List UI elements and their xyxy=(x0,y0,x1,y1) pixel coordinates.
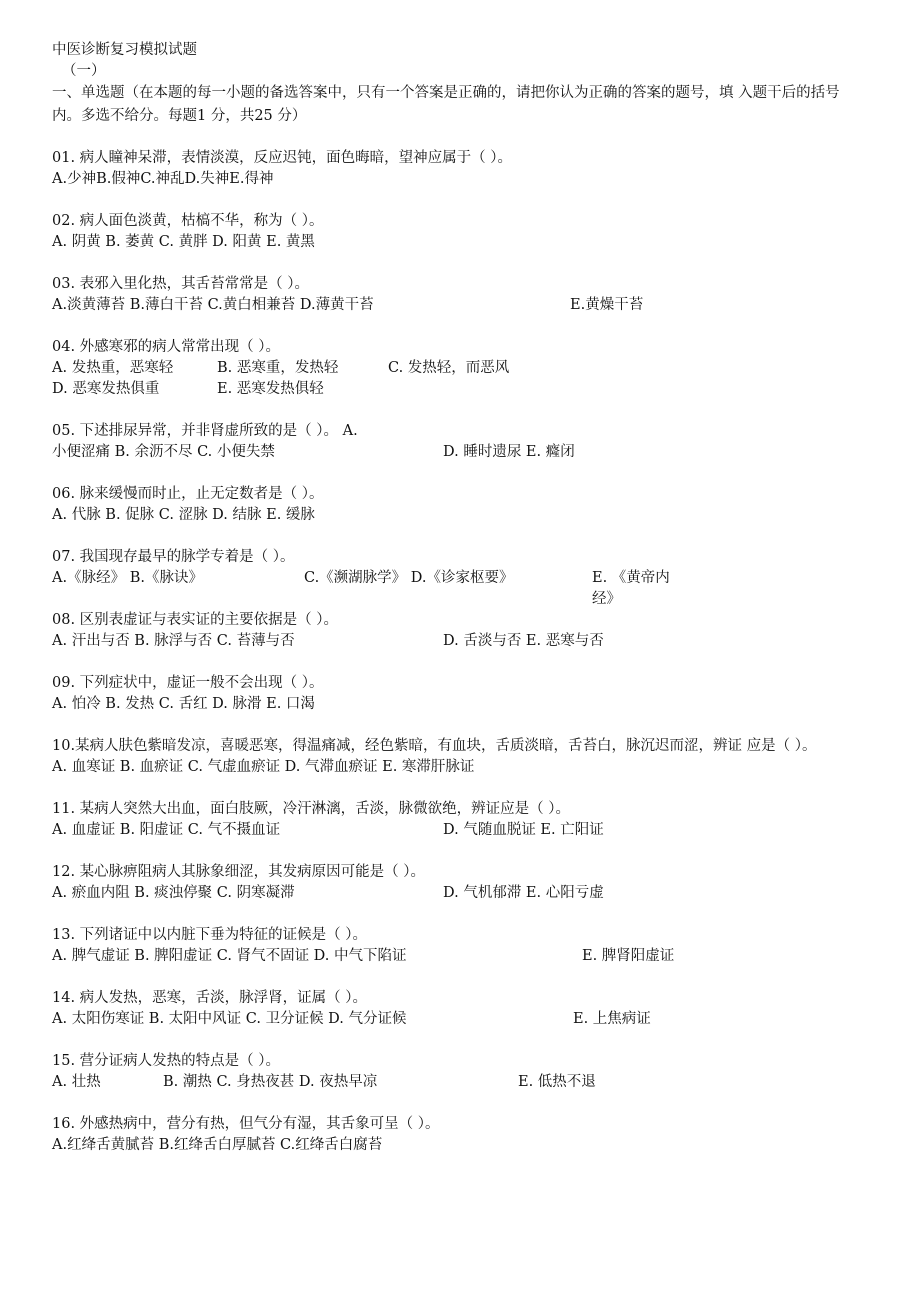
question-stem: 10.某病人肤色紫暗发凉，喜暖恶寒，得温痛减，经色紫暗，有血块，舌质淡暗，舌苔白，脉沉迟而涩，辨证 应是（ ）。 xyxy=(52,738,817,754)
option-e: E. 上焦病证 xyxy=(573,1011,651,1027)
question-options xyxy=(52,1072,862,1093)
question-01 xyxy=(52,148,862,190)
question-12 xyxy=(52,862,862,904)
question-options xyxy=(52,946,862,967)
options-group-b: B. 潮热 C. 身热夜甚 D. 夜热早凉 xyxy=(163,1074,378,1090)
options-row-1 xyxy=(52,358,862,379)
question-stem: 16. 外感热病中，营分有热，但气分有湿，其舌象可呈（ ）。 xyxy=(52,1116,440,1132)
question-stem: 02. 病人面色淡黄，枯槁不华，称为（ ）。 xyxy=(52,213,324,229)
question-stem: 08. 区别表虚证与表实证的主要依据是（ ）。 xyxy=(52,612,339,628)
options-group-a: A. 血虚证 B. 阳虚证 C. 气不摄血证 xyxy=(52,822,281,838)
question-stem: 07. 我国现存最早的脉学专着是（ ）。 xyxy=(52,549,295,565)
options-group-a: A. 瘀血内阻 B. 痰浊停聚 C. 阴寒凝滞 xyxy=(52,885,295,901)
question-options xyxy=(52,295,862,316)
option-e: E. 《黄帝内经》 xyxy=(592,570,670,607)
question-stem: 15. 营分证病人发热的特点是（ ）。 xyxy=(52,1053,281,1069)
question-options: A.少神B.假神C.神乱D.失神E.得神 xyxy=(52,171,274,187)
options-group-b: D. 睡时遗尿 E. 癃闭 xyxy=(443,444,575,460)
question-list xyxy=(52,148,862,1156)
options-group-c: C.《濒湖脉学》 D.《诊家枢要》 xyxy=(304,570,514,586)
option-e: E.黄燥干苔 xyxy=(570,297,644,313)
question-09 xyxy=(52,673,862,715)
question-11 xyxy=(52,799,862,841)
option-e: E. 恶寒发热俱轻 xyxy=(217,381,324,397)
question-06 xyxy=(52,484,862,526)
question-02 xyxy=(52,211,862,253)
options-group-a: A.《脉经》 B.《脉诀》 xyxy=(52,570,203,586)
option-a: A. 发热重，恶寒轻 xyxy=(52,360,174,376)
question-stem: 11. 某病人突然大出血，面白肢厥，冷汗淋漓，舌淡，脉微欲绝，辨证应是（ ）。 xyxy=(52,801,571,817)
question-stem: 01. 病人瞳神呆滞，表情淡漠，反应迟钝，面色晦暗，望神应属于（ ）。 xyxy=(52,150,513,166)
question-stem: 13. 下列诸证中以内脏下垂为特征的证候是（ ）。 xyxy=(52,927,368,943)
question-08 xyxy=(52,610,862,652)
question-options xyxy=(52,631,862,652)
options-group-b: D. 舌淡与否 E. 恶寒与否 xyxy=(443,633,604,649)
question-options: A. 代脉 B. 促脉 C. 涩脉 D. 结脉 E. 缓脉 xyxy=(52,507,315,523)
question-options xyxy=(52,820,862,841)
section-instructions: 一、单选题（在本题的每一小题的备选答案中，只有一个答案是正确的，请把你认为正确的答案的题号，填 入题干后的括号内。多选不给分。每题1 分，共25 分） xyxy=(52,85,840,124)
option-a: A. 壮热 xyxy=(52,1074,101,1090)
question-15 xyxy=(52,1051,862,1093)
question-options: A. 阴黄 B. 萎黄 C. 黄胖 D. 阳黄 E. 黄黑 xyxy=(52,234,315,250)
question-13 xyxy=(52,925,862,967)
options-group-a: A.淡黄薄苔 B.薄白干苔 C.黄白相兼苔 D.薄黄干苔 xyxy=(52,297,374,313)
question-options: A. 血寒证 B. 血瘀证 C. 气虚血瘀证 D. 气滞血瘀证 E. 寒滞肝脉证 xyxy=(52,759,475,775)
question-options: A.红绛舌黄腻苔 B.红绛舌白厚腻苔 C.红绛舌白腐苔 xyxy=(52,1137,383,1153)
question-options: A. 怕冷 B. 发热 C. 舌红 D. 脉滑 E. 口渴 xyxy=(52,696,315,712)
question-14 xyxy=(52,988,862,1030)
exam-page xyxy=(52,40,862,1177)
question-03 xyxy=(52,274,862,316)
options-group-b: D. 气随血脱证 E. 亡阳证 xyxy=(443,822,604,838)
question-stem: 04. 外感寒邪的病人常常出现（ ）。 xyxy=(52,339,281,355)
option-c: C. 发热轻，而恶风 xyxy=(388,360,510,376)
question-stem: 14. 病人发热，恶寒，舌淡，脉浮肾，证属（ ）。 xyxy=(52,990,368,1006)
question-options xyxy=(52,568,862,610)
options-group-a: 小便涩痛 B. 余沥不尽 C. 小便失禁 xyxy=(52,444,275,460)
question-stem: 05. 下述排尿异常，并非肾虚所致的是（ ）。 A. xyxy=(52,423,358,439)
options-group-a: A. 脾气虚证 B. 脾阳虚证 C. 肾气不固证 D. 中气下陷证 xyxy=(52,948,407,964)
document-title: 中医诊断复习模拟试题 xyxy=(52,42,197,58)
options-group-a: A. 汗出与否 B. 脉浮与否 C. 苔薄与否 xyxy=(52,633,295,649)
question-options xyxy=(52,1009,862,1030)
option-b: B. 恶寒重，发热轻 xyxy=(217,360,339,376)
question-07 xyxy=(52,547,862,610)
option-e: E. 脾肾阳虚证 xyxy=(582,948,675,964)
options-group-b: D. 气机郁滞 E. 心阳亏虚 xyxy=(443,885,604,901)
options-group-a: A. 太阳伤寒证 B. 太阳中风证 C. 卫分证候 D. 气分证候 xyxy=(52,1011,407,1027)
question-stem: 06. 脉来缓慢而时止，止无定数者是（ ）。 xyxy=(52,486,324,502)
option-d: D. 恶寒发热俱重 xyxy=(52,381,160,397)
question-options xyxy=(52,883,862,904)
part-label: （一） xyxy=(62,63,106,79)
question-stem: 03. 表邪入里化热，其舌苔常常是（ ）。 xyxy=(52,276,310,292)
options-row-2 xyxy=(52,379,862,400)
question-04 xyxy=(52,337,862,400)
question-10 xyxy=(52,736,862,778)
option-e: E. 低热不退 xyxy=(518,1074,596,1090)
question-05 xyxy=(52,421,862,463)
question-stem: 09. 下列症状中，虚证一般不会出现（ ）。 xyxy=(52,675,324,691)
question-stem: 12. 某心脉痹阻病人其脉象细涩，其发病原因可能是（ ）。 xyxy=(52,864,426,880)
question-16 xyxy=(52,1114,862,1156)
question-options xyxy=(52,442,862,463)
